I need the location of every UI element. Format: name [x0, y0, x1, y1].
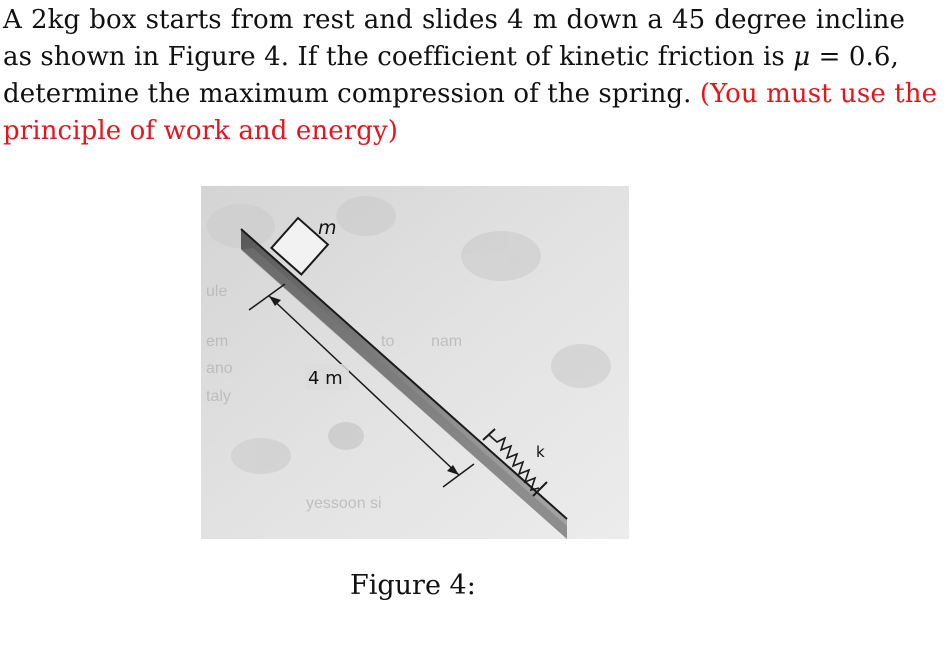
problem-statement	[3, 2, 943, 150]
distance-label: 4 m	[308, 368, 343, 389]
svg-text:yessoon si: yessoon si	[306, 495, 382, 512]
problem-line-2	[3, 39, 943, 76]
problem-line-1: A 2kg box starts from rest and slides 4 m down a 45 degree incline	[3, 5, 905, 35]
instruction-end: principle of work and energy)	[3, 116, 398, 146]
incline-figure	[201, 186, 629, 539]
instruction-start: (You must use the	[691, 79, 938, 109]
svg-text:to: to	[381, 333, 395, 350]
svg-text:ano: ano	[206, 360, 233, 377]
spring-constant-label: k	[536, 443, 545, 461]
svg-text:em: em	[206, 333, 229, 350]
problem-line-2-text: as shown in Figure 4. If the coefficient of kinetic friction is	[3, 42, 785, 72]
svg-text:ule: ule	[206, 283, 228, 300]
svg-text:taly: taly	[206, 388, 231, 405]
figure-caption: Figure 4:	[350, 570, 476, 601]
friction-value: = 0.6,	[810, 42, 899, 72]
svg-text:nam: nam	[431, 333, 463, 350]
problem-line-3	[3, 76, 943, 113]
mass-label: m	[318, 217, 337, 239]
mu-symbol: μ	[793, 42, 811, 72]
problem-line-3-text: determine the maximum compression of the spring.	[3, 79, 692, 109]
